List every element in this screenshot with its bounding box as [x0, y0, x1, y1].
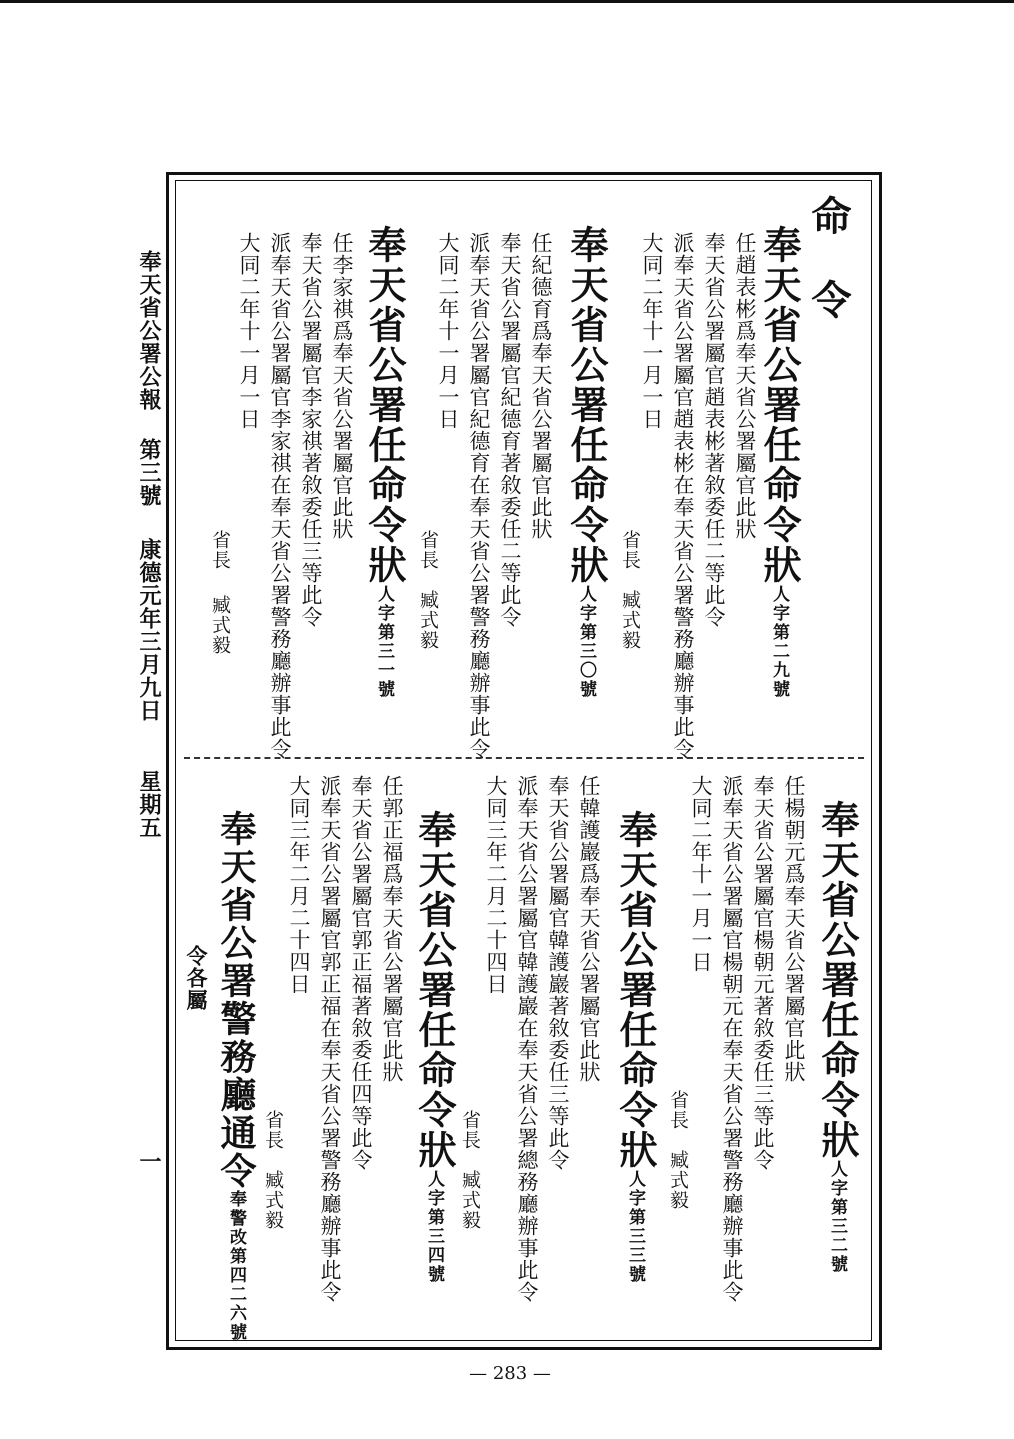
order-line: 奉天省公署屬官李家祺著敘委任三等此令 [299, 232, 323, 628]
signature-title: 省長 [459, 1110, 481, 1150]
order-line: 任李家祺爲奉天省公署屬官此狀 [330, 232, 354, 540]
order-line: 任紀德育爲奉天省公署屬官此狀 [529, 232, 553, 540]
margin-issue-number: 第三號 [136, 438, 162, 507]
order-line: 派奉天省公署屬官韓護巖在奉天省公署總務廳辦事此令 [515, 775, 539, 1303]
signature-name: 臧式毅 [262, 1170, 284, 1230]
margin-date: 康德元年三月九日 [136, 538, 162, 722]
order-title: 奉天省公署任命令狀人字第二九號 [757, 225, 802, 699]
order-line: 任郭正福爲奉天省公署屬官此狀 [380, 775, 404, 1083]
order-title: 奉天省公署任命令狀人字第三四號 [412, 810, 457, 1284]
order-line: 奉天省公署屬官紀德育著敘委任二等此令 [498, 232, 522, 628]
order-number: 人字第三四號 [424, 1170, 444, 1284]
order-line: 任楊朝元爲奉天省公署屬官此狀 [782, 775, 806, 1083]
top-edge-line [0, 0, 1014, 3]
signature-title: 省長 [209, 530, 231, 570]
margin-weekday: 星期五 [136, 770, 162, 839]
order-line: 派奉天省公署屬官楊朝元在奉天省公署警務廳辦事此令 [720, 775, 744, 1303]
order-line: 派奉天省公署屬官紀德育在奉天省公署警務廳辦事此令 [467, 232, 491, 760]
order-date: 大同二年十一月一日 [640, 232, 664, 430]
order-number: 人字第三〇號 [576, 585, 596, 699]
order-line: 任韓護巖爲奉天省公署屬官此狀 [577, 775, 601, 1083]
order-line: 派奉天省公署屬官郭正福在奉天省公署警務廳辦事此令 [318, 775, 342, 1303]
order-line: 奉天省公署屬官趙表彬著敘委任二等此令 [702, 232, 726, 628]
signature-name: 臧式毅 [667, 1150, 689, 1210]
notice-title: 奉天省公署警務廳通令奉警改第四二六號 [215, 810, 257, 1342]
signature-name: 臧式毅 [619, 590, 641, 650]
order-line: 奉天省公署屬官郭正福著敘委任四等此令 [349, 775, 373, 1171]
margin-journal-title: 奉天省公署公報 [136, 250, 162, 411]
order-date: 大同三年二月二十四日 [287, 775, 311, 995]
order-number: 人字第三一號 [374, 585, 394, 699]
order-line: 派奉天省公署屬官趙表彬在奉天省公署警務廳辦事此令 [671, 232, 695, 760]
signature-name: 臧式毅 [459, 1170, 481, 1230]
signature-title: 省長 [667, 1090, 689, 1130]
signature-title: 省長 [619, 530, 641, 570]
order-title: 奉天省公署任命令狀人字第三二號 [815, 800, 860, 1274]
order-line: 任趙表彬爲奉天省公署屬官此狀 [733, 232, 757, 540]
section-heading: 命 令 [805, 195, 852, 321]
signature-name: 臧式毅 [209, 595, 231, 655]
signature-title: 省長 [417, 530, 439, 570]
order-title: 奉天省公署任命令狀人字第三〇號 [564, 225, 609, 699]
signature-name: 臧式毅 [417, 590, 439, 650]
page-number: — 283 — [469, 1363, 551, 1384]
order-number: 人字第三二號 [827, 1160, 847, 1274]
order-number: 人字第三三號 [625, 1170, 645, 1284]
order-date: 大同二年十一月一日 [436, 232, 460, 430]
order-line: 奉天省公署屬官韓護巖著敘委任三等此令 [546, 775, 570, 1171]
signature-title: 省長 [262, 1110, 284, 1150]
order-line: 奉天省公署屬官楊朝元著敘委任三等此令 [751, 775, 775, 1171]
order-title: 奉天省公署任命令狀人字第三三號 [613, 810, 658, 1284]
order-date: 大同二年十一月一日 [237, 232, 261, 430]
order-date: 大同二年十一月一日 [689, 775, 713, 973]
notice-number: 奉警改第四二六號 [226, 1190, 246, 1342]
order-line: 派奉天省公署屬官李家祺在奉天省公署警務廳辦事此令 [268, 232, 292, 760]
order-title: 奉天省公署任命令狀人字第三一號 [362, 225, 407, 699]
margin-folio: 一 [136, 1150, 162, 1173]
order-number: 人字第二九號 [769, 585, 789, 699]
notice-recipient: 令各屬 [184, 945, 209, 1011]
order-date: 大同三年二月二十四日 [484, 775, 508, 995]
